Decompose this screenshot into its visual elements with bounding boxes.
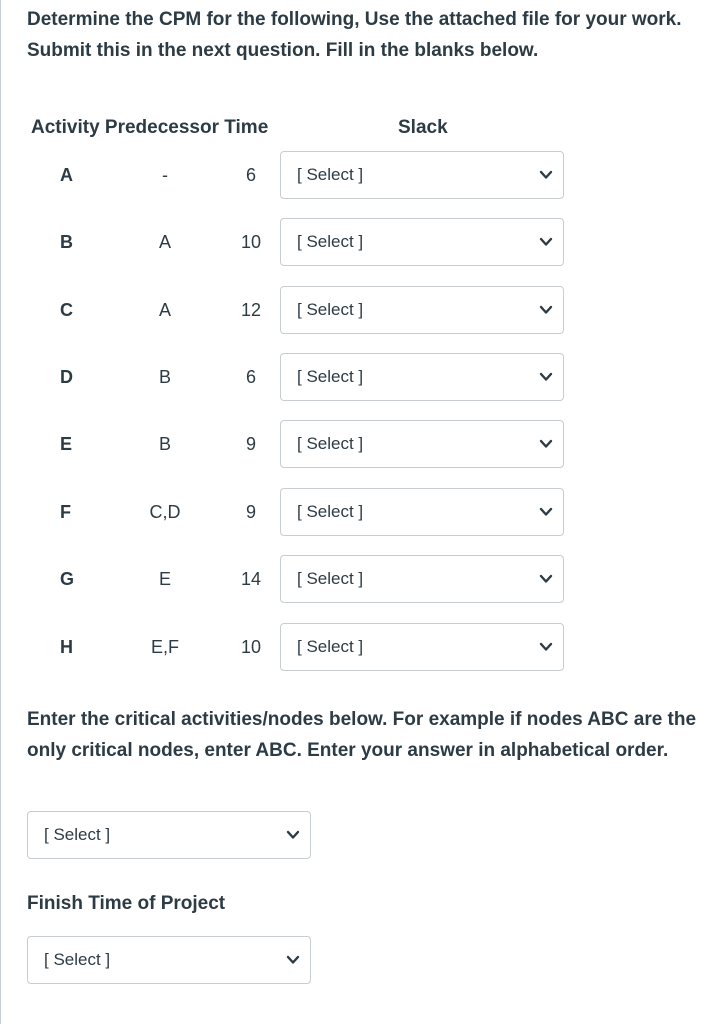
activity-label: B [60,232,73,252]
activity-label: E [60,434,73,454]
table-row [0,218,721,266]
critical-nodes-select[interactable] [27,811,311,859]
select-value: [ Select ] [44,950,111,969]
slack-select-f[interactable] [280,488,564,536]
select-value: [ Select ] [297,434,364,453]
activity-label: G [60,569,75,589]
table-row [0,623,721,671]
chevron-down-icon [539,572,553,586]
predecessor-value: C,D [149,502,181,522]
chevron-down-icon [539,235,553,249]
table-header-slack: Slack [398,117,448,138]
finish-time-select[interactable] [27,936,311,984]
select-value: [ Select ] [44,825,111,844]
activity-label: A [60,165,73,185]
activity-label: H [60,637,73,657]
chevron-down-icon [539,505,553,519]
time-value: 9 [245,502,256,522]
slack-select-c[interactable] [280,286,564,334]
table-row [0,488,721,536]
table-row [0,286,721,334]
chevron-down-icon [539,303,553,317]
instructions-text: Determine the CPM for the following, Use the attached file for your work. Submit this in the next question. Fill in the blanks below. [27,9,682,61]
chevron-down-icon [539,640,553,654]
slack-select-e[interactable] [280,420,564,468]
select-value: [ Select ] [297,165,364,184]
chevron-down-icon [539,168,553,182]
time-value: 12 [240,300,262,320]
time-value: 10 [240,232,262,252]
time-value: 6 [245,165,256,185]
select-value: [ Select ] [297,637,364,656]
predecessor-value: A [158,300,171,320]
finish-time-label: Finish Time of Project [27,893,226,914]
select-value: [ Select ] [297,502,364,521]
table-row [0,151,721,199]
predecessor-value: B [158,434,171,454]
slack-select-a[interactable] [280,151,564,199]
select-value: [ Select ] [297,569,364,588]
predecessor-value: A [158,232,171,252]
select-value: [ Select ] [297,232,364,251]
time-value: 10 [240,637,262,657]
slack-select-b[interactable] [280,218,564,266]
table-row [0,420,721,468]
slack-select-d[interactable] [280,353,564,401]
critical-nodes-prompt: Enter the critical activities/nodes below. For example if nodes ABC are the only critical nodes, enter ABC. Enter your answer in alphabetical order. [27,709,697,761]
slack-select-g[interactable] [280,555,564,603]
time-value: 14 [240,569,262,589]
predecessor-value: - [162,165,168,185]
predecessor-value: B [158,367,171,387]
table-header-activity-predecessor-time: Activity Predecessor Time [31,117,269,138]
chevron-down-icon [286,828,300,842]
activity-label: D [60,367,73,387]
chevron-down-icon [286,953,300,967]
predecessor-value: E [158,569,171,589]
select-value: [ Select ] [297,300,364,319]
slack-select-h[interactable] [280,623,564,671]
predecessor-value: E,F [150,637,179,657]
activity-label: C [60,300,73,320]
table-row [0,555,721,603]
time-value: 6 [245,367,256,387]
chevron-down-icon [539,437,553,451]
table-row [0,353,721,401]
chevron-down-icon [539,370,553,384]
activity-label: F [60,502,71,522]
time-value: 9 [245,434,256,454]
select-value: [ Select ] [297,367,364,386]
